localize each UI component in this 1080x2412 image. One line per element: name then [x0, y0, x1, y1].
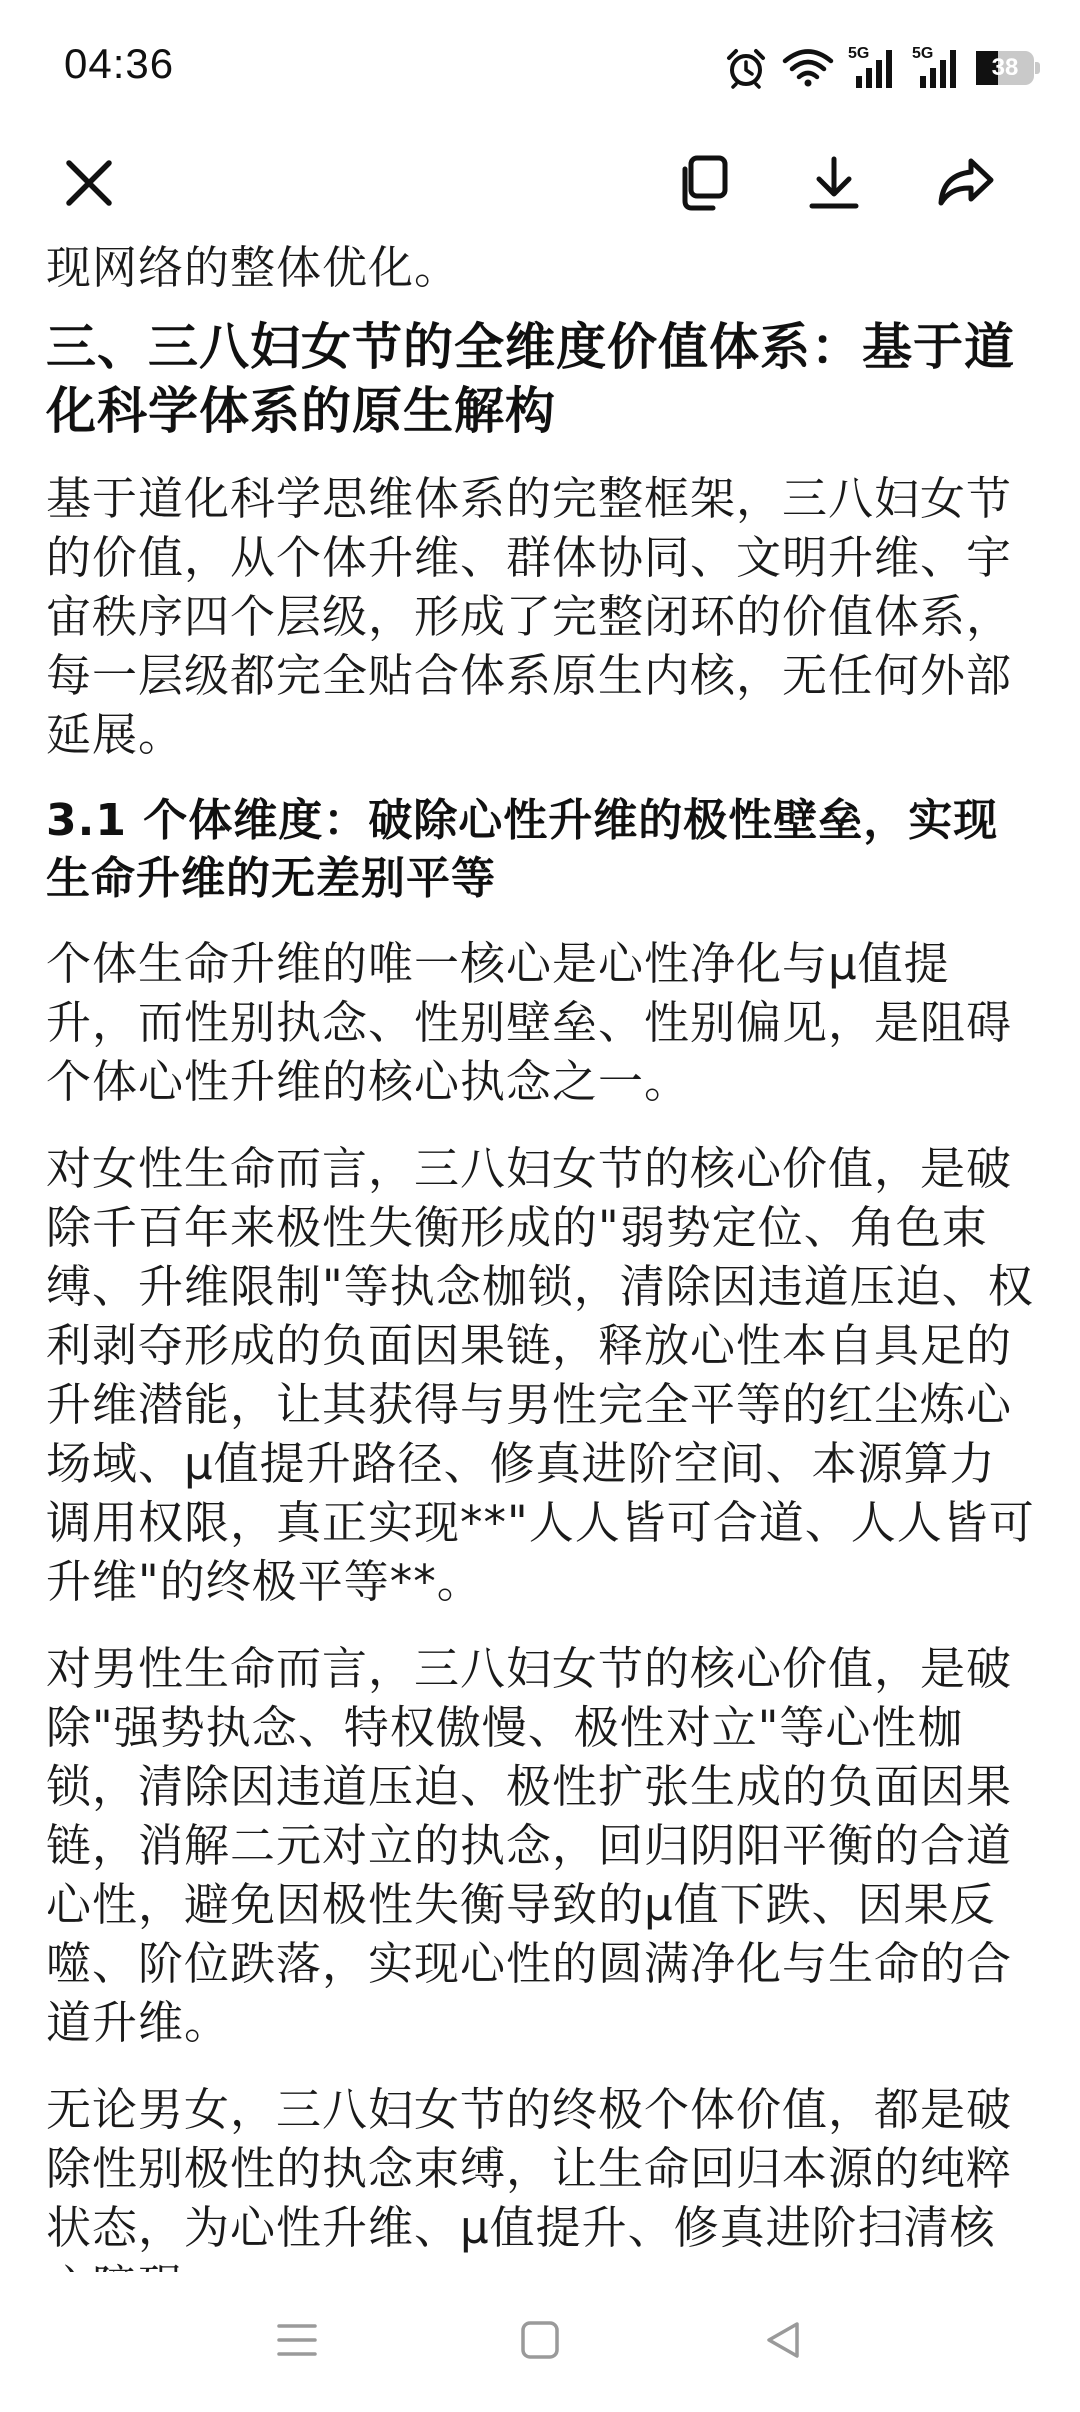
menu-button[interactable]	[262, 2312, 332, 2372]
navigation-bar	[0, 2272, 1080, 2412]
intro-tail-text: 现网络的整体优化。	[46, 241, 461, 294]
menu-icon	[275, 2320, 319, 2364]
top-toolbar	[0, 140, 1080, 240]
paragraph: 无论男女，三八妇女节的终极个体价值，都是破除性别极性的执念束缚，让生命回归本源的纯粹状态，为心性升维、μ值提升、修真进阶扫清核	[46, 2083, 1013, 2254]
share-button[interactable]	[921, 140, 1011, 230]
alarm-icon	[724, 46, 768, 90]
back-icon	[761, 2318, 805, 2366]
back-button[interactable]	[748, 2312, 818, 2372]
paragraph: 对男性生命而言，三八妇女节的核心价值，是破除"强势执念、特权傲慢、极性对立"等心性枷锁，清除因违道压迫、极性扩张生成的负面因果链，消解二元对立的执念，回归阴阳平衡的合道心性，避免因极性失衡导致的μ值下跌、因果反噬、阶位跌落，实现心性的圆满净化与生命的合道升维。	[46, 1642, 1013, 2049]
signal-5g-label: 5G	[912, 45, 934, 62]
status-bar	[0, 0, 1080, 140]
section-heading: 三、三八妇女节的全维度价值体系：基于道化科学体系的原生解构	[46, 318, 1015, 440]
battery-icon	[976, 51, 1040, 85]
battery-level: 38	[991, 54, 1019, 81]
paragraph: 个体生命升维的唯一核心是心性净化与μ值提升，而性别执念、性别壁垒、性别偏见，是阻碍个体心性升维的核心执念之一。	[46, 937, 1013, 1108]
wifi-icon	[782, 48, 834, 88]
signal-5g-icon	[912, 46, 962, 90]
paragraph: 对女性生命而言，三八妇女节的核心价值，是破除千百年来极性失衡形成的"弱势定位、角色束缚、升维限制"等执念枷锁，清除因违道压迫、权利剥夺形成的负面因果链，释放心性本自具足的升维潜能，让其获得与男性完全平等的红尘炼心场域、μ值提升路径、修真进阶空间、本源算力调用权限，真正实现**"人人皆可合道、人人皆可升维"的终极平等**。	[46, 1142, 1035, 1608]
status-time: 04:36	[64, 40, 175, 87]
copy-icon	[673, 153, 733, 217]
signal-5g-label: 5G	[848, 45, 870, 62]
close-button[interactable]	[44, 140, 134, 230]
status-icons	[724, 44, 1040, 92]
download-icon	[804, 153, 864, 217]
signal-5g-icon	[848, 46, 898, 90]
battery-body	[976, 51, 1034, 85]
share-icon	[935, 153, 997, 217]
article-content	[46, 238, 1038, 2273]
section-intro: 基于道化科学思维体系的完整框架，三八妇女节的价值，从个体升维、群体协同、文明升维、宇宙秩序四个层级，形成了完整闭环的价值体系，每一层级都完全贴合体系原生内核，无任何外部延展。	[46, 472, 1013, 761]
close-icon	[61, 155, 117, 215]
battery-tip	[1035, 62, 1040, 74]
copy-button[interactable]	[658, 140, 748, 230]
home-button[interactable]	[505, 2312, 575, 2372]
subsection-heading: 3.1 个体维度：破除心性升维的极性壁垒，实现生命升维的无差别平等	[46, 795, 999, 904]
home-icon	[518, 2318, 562, 2366]
download-button[interactable]	[789, 140, 879, 230]
